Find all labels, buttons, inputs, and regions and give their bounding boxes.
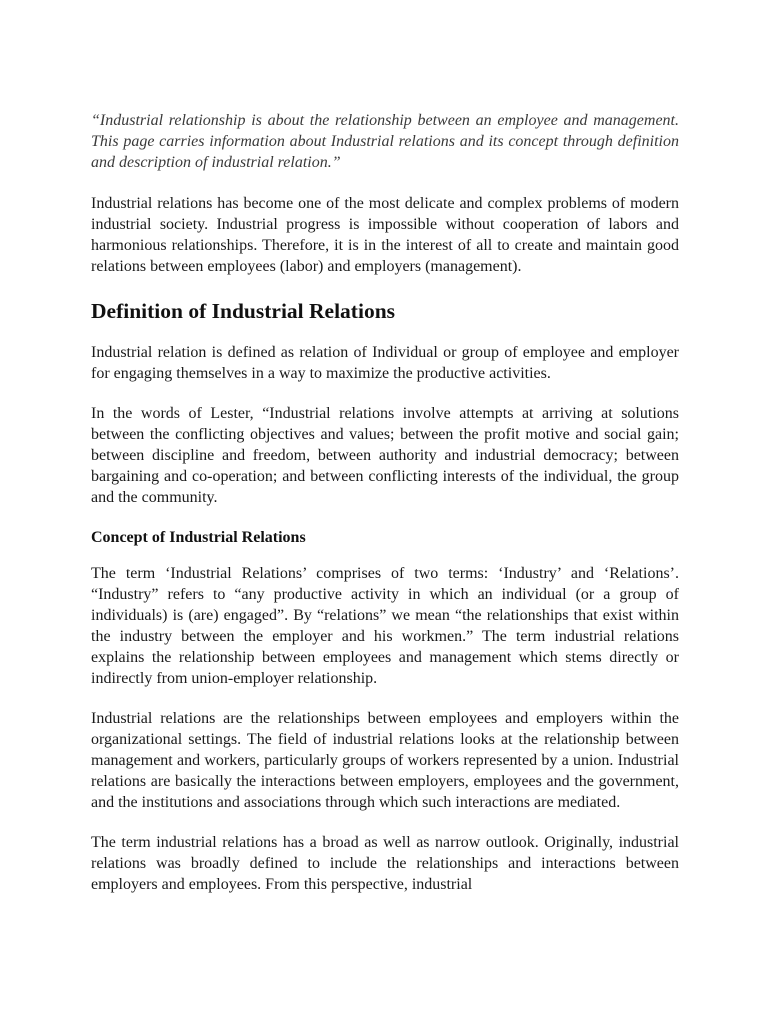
concept-paragraph-outlook: The term industrial relations has a broad as well as narrow outlook. Originally, industrial relations was broadly defined to include the relationships and interactions between employers and employees. From this perspective, industrial <box>91 834 679 893</box>
concept-paragraph-terms: The term ‘Industrial Relations’ comprises of two terms: ‘Industry’ and ‘Relations’. “Industry” refers to “any productive activity in which an individual (or a group of individuals) is (are) engaged”. By “relations” we mean “the relationships that exist within the industry between the employer and his workmen.” The term industrial relations explains the relationship between employees and management which stems directly or indirectly from union-employer relationship. <box>91 565 679 687</box>
definition-heading: Definition of Industrial Relations <box>91 299 396 323</box>
intro-quote: “Industrial relationship is about the relationship between an employee and management. This page carries information about Industrial relations and its concept through definition and description of industrial relation.” <box>91 112 679 171</box>
definition-paragraph: Industrial relation is defined as relation of Individual or group of employee and employer for engaging themselves in a way to maximize the productive activities. <box>91 344 679 382</box>
concept-paragraph-relationships: Industrial relations are the relationships between employees and employers within the organizational settings. The field of industrial relations looks at the relationship between management and workers, particularly groups of workers represented by a union. Industrial relations are basically the interactions between employers, employees and the government, and the institutions and associations through which such interactions are mediated. <box>91 710 679 811</box>
concept-heading: Concept of Industrial Relations <box>91 529 306 546</box>
lester-quote-paragraph: In the words of Lester, “Industrial relations involve attempts at arriving at solutions between the conflicting objectives and values; between the profit motive and social gain; between discipline and freedom, between authority and industrial democracy; between bargaining and co-operation; and between conflicting interests of the individual, the group and the community. <box>91 405 679 506</box>
intro-paragraph: Industrial relations has become one of the most delicate and complex problems of modern industrial society. Industrial progress is impossible without cooperation of labors and harmonious relationships. Therefore, it is in the interest of all to create and maintain good relations between employees (labor) and employers (management). <box>91 195 679 275</box>
